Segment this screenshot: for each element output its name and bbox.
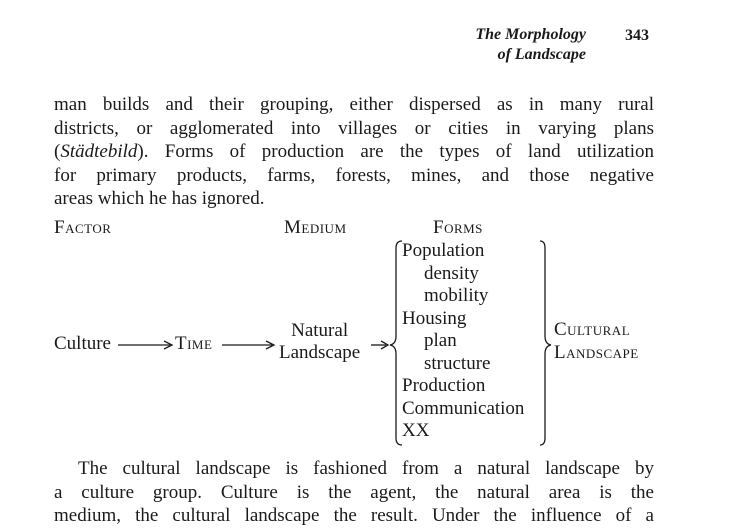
arrow-time-to-medium [222,341,274,349]
time-label: Time [175,333,213,354]
page-number: 343 [625,27,649,44]
running-title-line2: of Landscape [497,46,586,63]
text-line: man builds and their grouping, either dispersed as in many rural [54,94,654,115]
text-line: The cultural landscape is fashioned from a natural landscape by [78,458,654,479]
running-title-line1: The Morphology [475,26,586,43]
form-item: Communication [402,397,525,419]
text-line: medium, the cultural landscape the result. Under the influence of a [54,505,654,526]
left-brace [390,241,402,445]
medium-line1: Natural [291,320,349,341]
factor-culture: Culture [54,333,111,354]
paragraph-2 [54,457,654,528]
form-item: density [424,262,479,284]
text-line: districts, or agglomerated into villages or cities in varying plans [54,117,654,139]
arrow-culture-to-time [118,341,172,349]
result-line2: Landscape [554,342,639,363]
form-item: XX [402,420,430,441]
heading-forms: Forms [433,217,483,238]
form-item: mobility [424,285,489,306]
form-item: Production [402,375,486,396]
text-line: areas which he has ignored. [54,188,265,209]
paren-open: ( [54,141,61,162]
heading-medium: Medium [284,217,347,238]
text-line: for primary products, farms, forests, mines, and those negative [54,164,654,186]
italic-term: Städtebild [60,141,138,162]
arrow-medium-to-forms [371,341,388,349]
form-item: structure [424,352,491,374]
form-item: Housing [402,307,467,329]
result-line1: Cultural [554,319,631,340]
form-item: Population [402,240,485,261]
text-line: a culture group. Culture is the agent, the natural area is the [54,481,654,503]
form-item: plan [424,330,457,351]
text-line-rest: ). Forms of production are the types of land utilization [137,141,654,162]
right-brace [540,241,551,445]
medium-line2: Landscape [279,342,361,363]
heading-factor: Factor [54,217,112,238]
